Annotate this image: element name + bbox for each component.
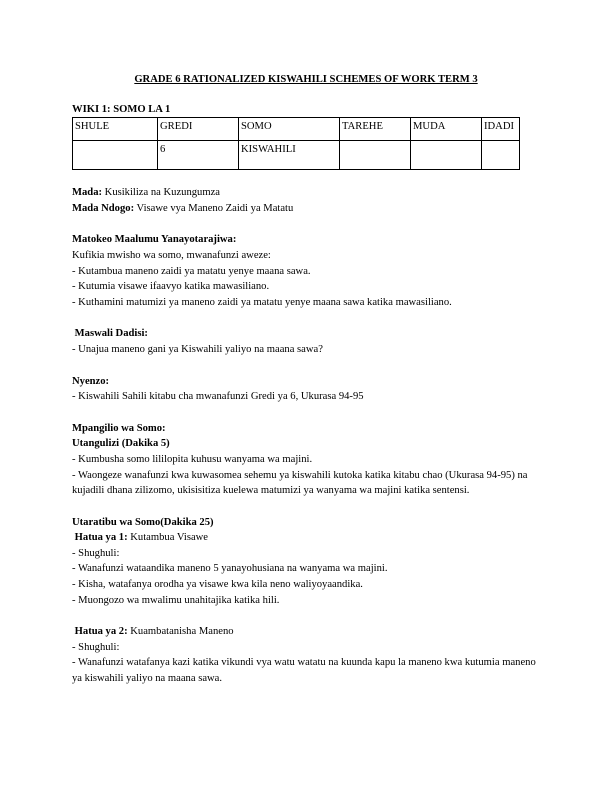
hatua-2-value: Kuambatanisha Maneno (127, 626, 234, 638)
table-header-row (73, 118, 520, 141)
document-page (72, 72, 540, 687)
week-lesson-heading: WIKI 1: SOMO LA 1 (72, 103, 171, 115)
list-item: - Shughuli: (72, 641, 120, 653)
mada-line (72, 185, 540, 201)
table-row (73, 141, 520, 170)
list-item: - Unajua maneno gani ya Kiswahili yaliyo na maana sawa? (72, 343, 323, 355)
hatua-1-value: Kutambua Visawe (127, 532, 208, 544)
hatua-2-label: Hatua ya 2: (72, 626, 128, 638)
table-cell (73, 141, 158, 170)
lesson-info-table (72, 117, 520, 170)
list-item: - Kisha, watafanya orodha ya visawe kwa kila neno waliyoyaandika. (72, 579, 363, 591)
document-title: GRADE 6 RATIONALIZED KISWAHILI SCHEMES OF WORK TERM 3 (134, 74, 478, 85)
table-header-cell: SOMO (239, 118, 340, 141)
hatua-1-label: Hatua ya 1: (72, 532, 128, 544)
table-cell (482, 141, 520, 170)
utangulizi-heading-text: Utangulizi (Dakika 5) (72, 438, 170, 450)
list-item: - Kutambua maneno zaidi ya matatu yenye maana sawa. (72, 265, 311, 277)
mada-ndogo-label: Mada Ndogo: (72, 202, 135, 214)
matokeo-heading (72, 232, 540, 248)
matokeo-intro: Kufikia mwisho wa somo, mwanafunzi aweze: (72, 249, 271, 261)
utaratibu-heading (72, 515, 540, 531)
table-header-cell: MUDA (411, 118, 482, 141)
table-cell (411, 141, 482, 170)
mada-value: Kusikiliza na Kuzungumza (102, 187, 220, 199)
list-item: - Muongozo wa mwalimu unahitajika katika hili. (72, 594, 280, 606)
list-item: - Waongeze wanafunzi kwa kuwasomea sehemu ya kiswahili kutoka katika kitabu chao (Ukurasa 94-95) na kujadili dhana zilizomo, ukisisitiza kuelewa matumizi ya wanyama wa majini katika sentensi. (72, 469, 528, 497)
list-item: - Shughuli: (72, 547, 120, 559)
table-header-cell: IDADI (482, 118, 520, 141)
maswali-heading (72, 326, 540, 342)
list-item: - Kiswahili Sahili kitabu cha mwanafunzi Gredi ya 6, Ukurasa 94-95 (72, 391, 364, 403)
list-item: - Wanafunzi wataandika maneno 5 yanayohusiana na wanyama wa majini. (72, 563, 388, 575)
table-header-cell: GREDI (158, 118, 239, 141)
hatua-2-line (72, 624, 540, 640)
nyenzo-heading (72, 374, 540, 390)
nyenzo-heading-text: Nyenzo: (72, 375, 110, 387)
table-cell: KISWAHILI (239, 141, 340, 170)
mpangilio-heading (72, 421, 540, 437)
matokeo-heading-text: Matokeo Maalumu Yanayotarajiwa: (72, 234, 237, 246)
maswali-heading-text: Maswali Dadisi: (72, 328, 148, 340)
hatua-1-line (72, 530, 540, 546)
list-item: - Kutumia visawe ifaavyo katika mawasiliano. (72, 281, 270, 293)
list-item: - Kumbusha somo lililopita kuhusu wanyama wa majini. (72, 453, 313, 465)
mpangilio-heading-text: Mpangilio wa Somo: (72, 422, 166, 434)
utaratibu-heading-text: Utaratibu wa Somo(Dakika 25) (72, 516, 214, 528)
mada-label: Mada: (72, 187, 103, 199)
table-cell (340, 141, 411, 170)
mada-ndogo-line (72, 201, 540, 217)
list-item: - Wanafunzi watafanya kazi katika vikundi vya watu watatu na kuunda kapu la maneno kwa kutumia maneno ya kiswahili yaliyo na maana sawa. (72, 657, 536, 685)
mada-ndogo-value: Visawe vya Maneno Zaidi ya Matatu (134, 202, 294, 214)
utangulizi-heading (72, 436, 540, 452)
table-header-cell: TAREHE (340, 118, 411, 141)
list-item: - Kuthamini matumizi ya maneno zaidi ya matatu yenye maana sawa katika mawasiliano. (72, 296, 452, 308)
table-header-cell: SHULE (73, 118, 158, 141)
table-cell: 6 (158, 141, 239, 170)
